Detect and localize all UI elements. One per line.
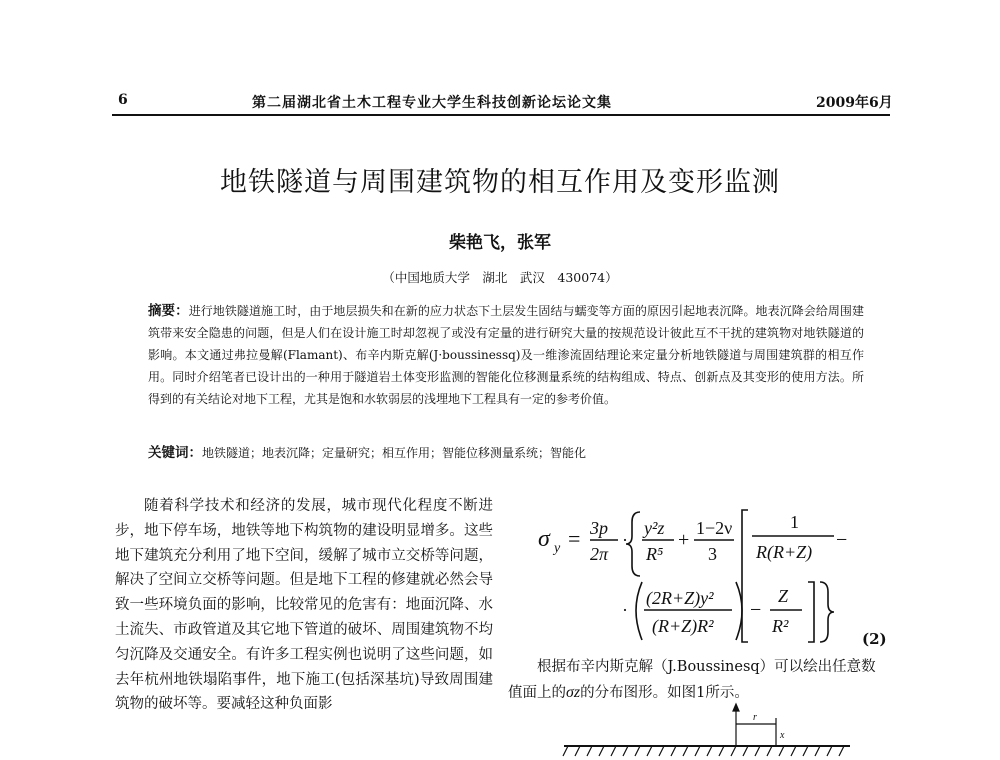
fig-ground-hatching bbox=[563, 746, 844, 756]
header-rule bbox=[112, 114, 890, 116]
eq-t2-den: 3 bbox=[708, 544, 717, 564]
keywords-text: 地铁隧道；地表沉降；定量研究；相互作用；智能位移测量系统；智能化 bbox=[202, 446, 587, 460]
eq-t3-den: R(R+Z) bbox=[756, 542, 813, 562]
eq-coef-num: 3p bbox=[590, 518, 608, 538]
eq-t4-den: (R+Z)R² bbox=[652, 616, 714, 636]
paper-title: 地铁隧道与周围建筑物的相互作用及变形监测 bbox=[220, 167, 780, 198]
eq-right-paren bbox=[736, 582, 742, 640]
eq-right-bracket bbox=[808, 582, 814, 642]
keywords-label: 关键词： bbox=[148, 445, 202, 461]
fig-label-r: r bbox=[753, 712, 757, 723]
abstract bbox=[148, 300, 864, 410]
eq-coef-den: 2π bbox=[590, 544, 609, 564]
fig-label-x: x bbox=[780, 730, 785, 741]
sigma-z-symbol: σz bbox=[566, 684, 581, 701]
body-right-text-after: 的分布图形。如图1所示。 bbox=[580, 685, 749, 701]
eq-dot-2: · bbox=[622, 600, 628, 620]
affiliation: （中国地质大学 湖北 武汉 430074） bbox=[382, 270, 618, 285]
body-right-text: 根据布辛内斯克解（J.Boussinesq）可以绘出任意数值面上的 bbox=[508, 659, 876, 701]
eq-dot: · bbox=[622, 530, 628, 550]
eq-equals: = bbox=[568, 526, 581, 551]
eq-t2-num: 1−2ν bbox=[696, 518, 733, 538]
equation-number: (2) bbox=[862, 630, 887, 648]
eq-lhs: σ bbox=[538, 526, 550, 552]
eq-minus-1: − bbox=[836, 529, 848, 551]
page-number: 6 bbox=[118, 92, 128, 108]
issue-date: 2009年6月 bbox=[816, 95, 893, 111]
eq-right-brace bbox=[820, 582, 834, 642]
eq-t4-num: (2R+Z)y² bbox=[646, 588, 714, 608]
eq-lhs-sub: y bbox=[554, 541, 561, 556]
eq-t1-den: R⁵ bbox=[646, 544, 664, 564]
eq-minus-2: − bbox=[750, 599, 762, 621]
abstract-label: 摘要： bbox=[148, 303, 189, 319]
eq-left-paren bbox=[636, 582, 642, 640]
figure-1-partial bbox=[560, 702, 860, 760]
eq-t1-num: y²z bbox=[644, 518, 665, 538]
eq-plus: + bbox=[678, 529, 690, 551]
authors: 柴艳飞，张军 bbox=[449, 233, 551, 253]
eq-left-brace bbox=[626, 512, 640, 576]
body-paragraph-left: 随着科学技术和经济的发展，城市现代化程度不断进步，地下停车场，地铁等地下构筑物的建设明显增多。这些地下建筑充分利用了地下空间，缓解了城市立交桥等问题，解决了空间立交桥等问题。但是地下工程的修建就必然会导致一些环境负面的影响，比较常见的危害有：地面沉降、水土流失、市政管道及其它地下管道的破坏、周围建筑物不均匀沉降及交通安全。有许多工程实例也说明了这些问题，如去年杭州地铁塌陷事件，地下施工(包括深基坑)导致周围建筑物的破坏等。要减轻这种负面影 bbox=[115, 498, 493, 713]
journal-title: 第二届湖北省土木工程专业大学生科技创新论坛论文集 bbox=[252, 95, 612, 111]
eq-t3-num: 1 bbox=[790, 512, 799, 532]
fig-axis-arrow bbox=[733, 704, 739, 711]
equation-2 bbox=[518, 498, 848, 650]
abstract-text: 进行地铁隧道施工时，由于地层损失和在新的应力状态下土层发生固结与蠕变等方面的原因引起地表沉降。地表沉降会给周围建筑带来安全隐患的问题，但是人们在设计施工时却忽视了或没有定量的进行研究大量的按规范设计彼此互不干扰的建筑物对地铁隧道的影响。本文通过弗拉曼解(Flamant)、布辛内斯克解(J·boussinessq)及一维渗流固结理论来定量分析地铁隧道与周围建筑群的相互作用。同时介绍笔者已设计出的一种用于隧道岩土体变形监测的智能化位移测量系统的结构组成、特点、创新点及其变形的使用方法。所得到的有关结论对地下工程，尤其是饱和水软弱层的浅埋地下工程具有一定的参考价值。 bbox=[148, 304, 864, 406]
eq-t5-den: R² bbox=[772, 616, 789, 636]
eq-t5-num: Z bbox=[778, 586, 789, 606]
body-paragraph-right bbox=[508, 654, 888, 706]
eq-left-bracket bbox=[742, 510, 748, 642]
keywords bbox=[148, 442, 864, 464]
